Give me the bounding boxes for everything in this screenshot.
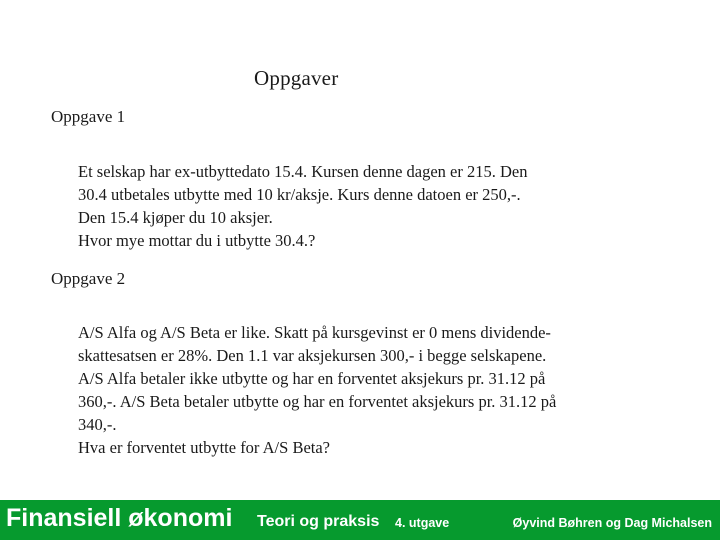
task-2-line: 360,-. A/S Beta betaler utbytte og har en forventet aksjekurs pr. 31.12 på bbox=[78, 392, 557, 411]
task-1-body bbox=[78, 160, 688, 252]
footer-edition: 4. utgave bbox=[395, 516, 450, 530]
task-2-line: 340,-. bbox=[78, 415, 117, 434]
task-1-heading: Oppgave 1 bbox=[51, 107, 126, 126]
task-1-line: Den 15.4 kjøper du 10 aksjer. bbox=[78, 208, 273, 227]
task-1-line: Et selskap har ex-utbyttedato 15.4. Kursen denne dagen er 215. Den bbox=[78, 162, 528, 181]
slide-title: Oppgaver bbox=[254, 66, 339, 90]
footer-banner bbox=[0, 500, 720, 540]
task-1-line: 30.4 utbetales utbytte med 10 kr/aksje. Kurs denne datoen er 250,-. bbox=[78, 185, 521, 204]
task-2-body bbox=[78, 321, 688, 459]
task-2-line: A/S Alfa og A/S Beta er like. Skatt på kursgevinst er 0 mens dividende- bbox=[78, 323, 551, 342]
task-1-line: Hvor mye mottar du i utbytte 30.4.? bbox=[78, 231, 316, 250]
task-2-line: skattesatsen er 28%. Den 1.1 var aksjekursen 300,- i begge selskapene. bbox=[78, 346, 547, 365]
footer-authors: Øyvind Bøhren og Dag Michalsen bbox=[512, 516, 712, 530]
task-2-line: A/S Alfa betaler ikke utbytte og har en forventet aksjekurs pr. 31.12 på bbox=[78, 369, 546, 388]
footer-brand: Finansiell økonomi bbox=[6, 504, 233, 532]
task-2-heading: Oppgave 2 bbox=[51, 269, 126, 288]
footer-subtitle: Teori og praksis bbox=[257, 513, 380, 530]
task-2-line: Hva er forventet utbytte for A/S Beta? bbox=[78, 438, 331, 457]
